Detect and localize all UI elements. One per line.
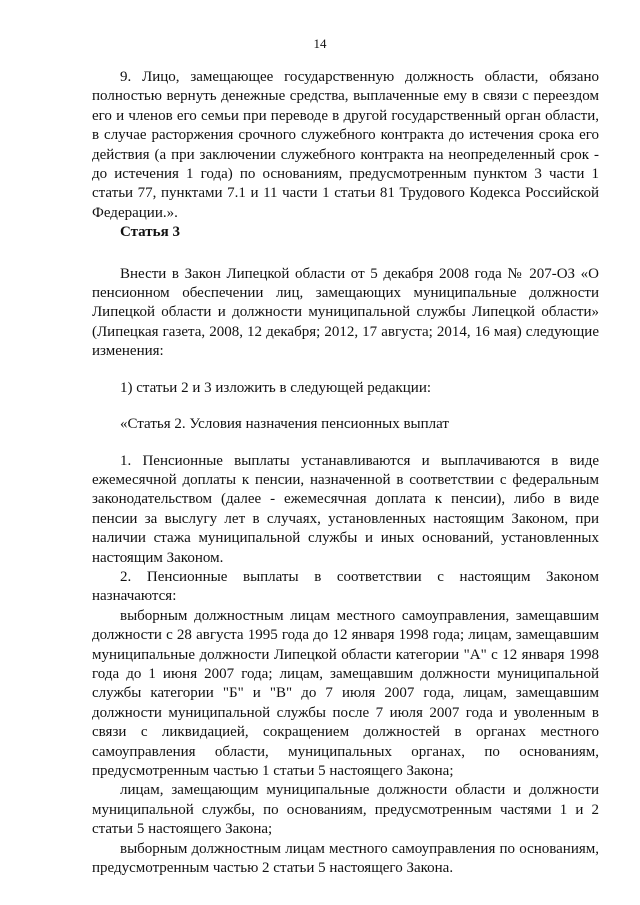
paragraph-part-2: 2. Пенсионные выплаты в соответствии с настоящим Законом назначаются: bbox=[92, 568, 599, 605]
paragraph-part-2-elected-officials: выборным должностным лицам местного самоуправления, замещавшим должности с 28 августа 1995 года до 12 января 1998 года; лицам, замещавшим муниципальные должности Липецкой области категории "А" с 12 января 1998 года до 1 июня 2007 года; лицам, замещавшим должности муниципальной службы категории "Б" и "В" до 7 июля 2007 года, лицам, замещавшим должности муниципальной службы после 7 июля 2007 года и уволенным в связи с ликвидацией, сокращением должностей в органах местного самоуправления области, муниципальных органах, по основаниям, предусмотренным частью 1 статьи 5 настоящего Закона; bbox=[92, 607, 599, 779]
article-heading: Статья 3 bbox=[120, 224, 180, 241]
article-2-title: «Статья 2. Условия назначения пенсионных выплат bbox=[120, 416, 449, 433]
amendment-item-1: 1) статьи 2 и 3 изложить в следующей редакции: bbox=[120, 379, 432, 396]
page-number: 14 bbox=[313, 36, 327, 51]
paragraph-part-2-current-officials: лицам, замещающим муниципальные должности области и должности муниципальной службы, по основаниям, предусмотренным частями 1 и 2 статьи 5 настоящего Закона; bbox=[92, 782, 599, 838]
paragraph-item-9: 9. Лицо, замещающее государственную должность области, обязано полностью вернуть денежные средства, выплаченные ему в связи с переездом его и членов его семьи при переводе в другой государственный орган области, в случае расторжения срочного служебного контракта до истечения срока его действия (а при заключении служебного контракта на неопределенный срок - до истечения 1 года) по основаниям, предусмотренным пунктом 3 части 1 статьи 77, пунктами 7.1 и 11 части 1 статьи 81 Трудового Кодекса Российской Федерации.». bbox=[92, 69, 599, 221]
paragraph-part-1: 1. Пенсионные выплаты устанавливаются и выплачиваются в виде ежемесячной доплаты к пенсии, назначенной в соответствии с федеральным законодательством (далее - ежемесячная доплата к пенсии), либо в виде пенсии за выслугу лет в случаях, установленных настоящим Законом, при наличии стажа муниципальной службы и иных оснований, установленных настоящим Законом. bbox=[92, 452, 599, 566]
paragraph-part-2-elected-local: выборным должностным лицам местного самоуправления по основаниям, предусмотренным частью 2 статьи 5 настоящего Закона. bbox=[92, 840, 599, 877]
article-intro-paragraph: Внести в Закон Липецкой области от 5 декабря 2008 года № 207-ОЗ «О пенсионном обеспечении лиц, замещающих муниципальные должности Липецкой области и должности муниципальной службы Липецкой области» (Липецкая газета, 2008, 12 декабря; 2012, 17 августа; 2014, 16 мая) следующие изменения: bbox=[92, 265, 599, 360]
document-body bbox=[92, 68, 599, 878]
